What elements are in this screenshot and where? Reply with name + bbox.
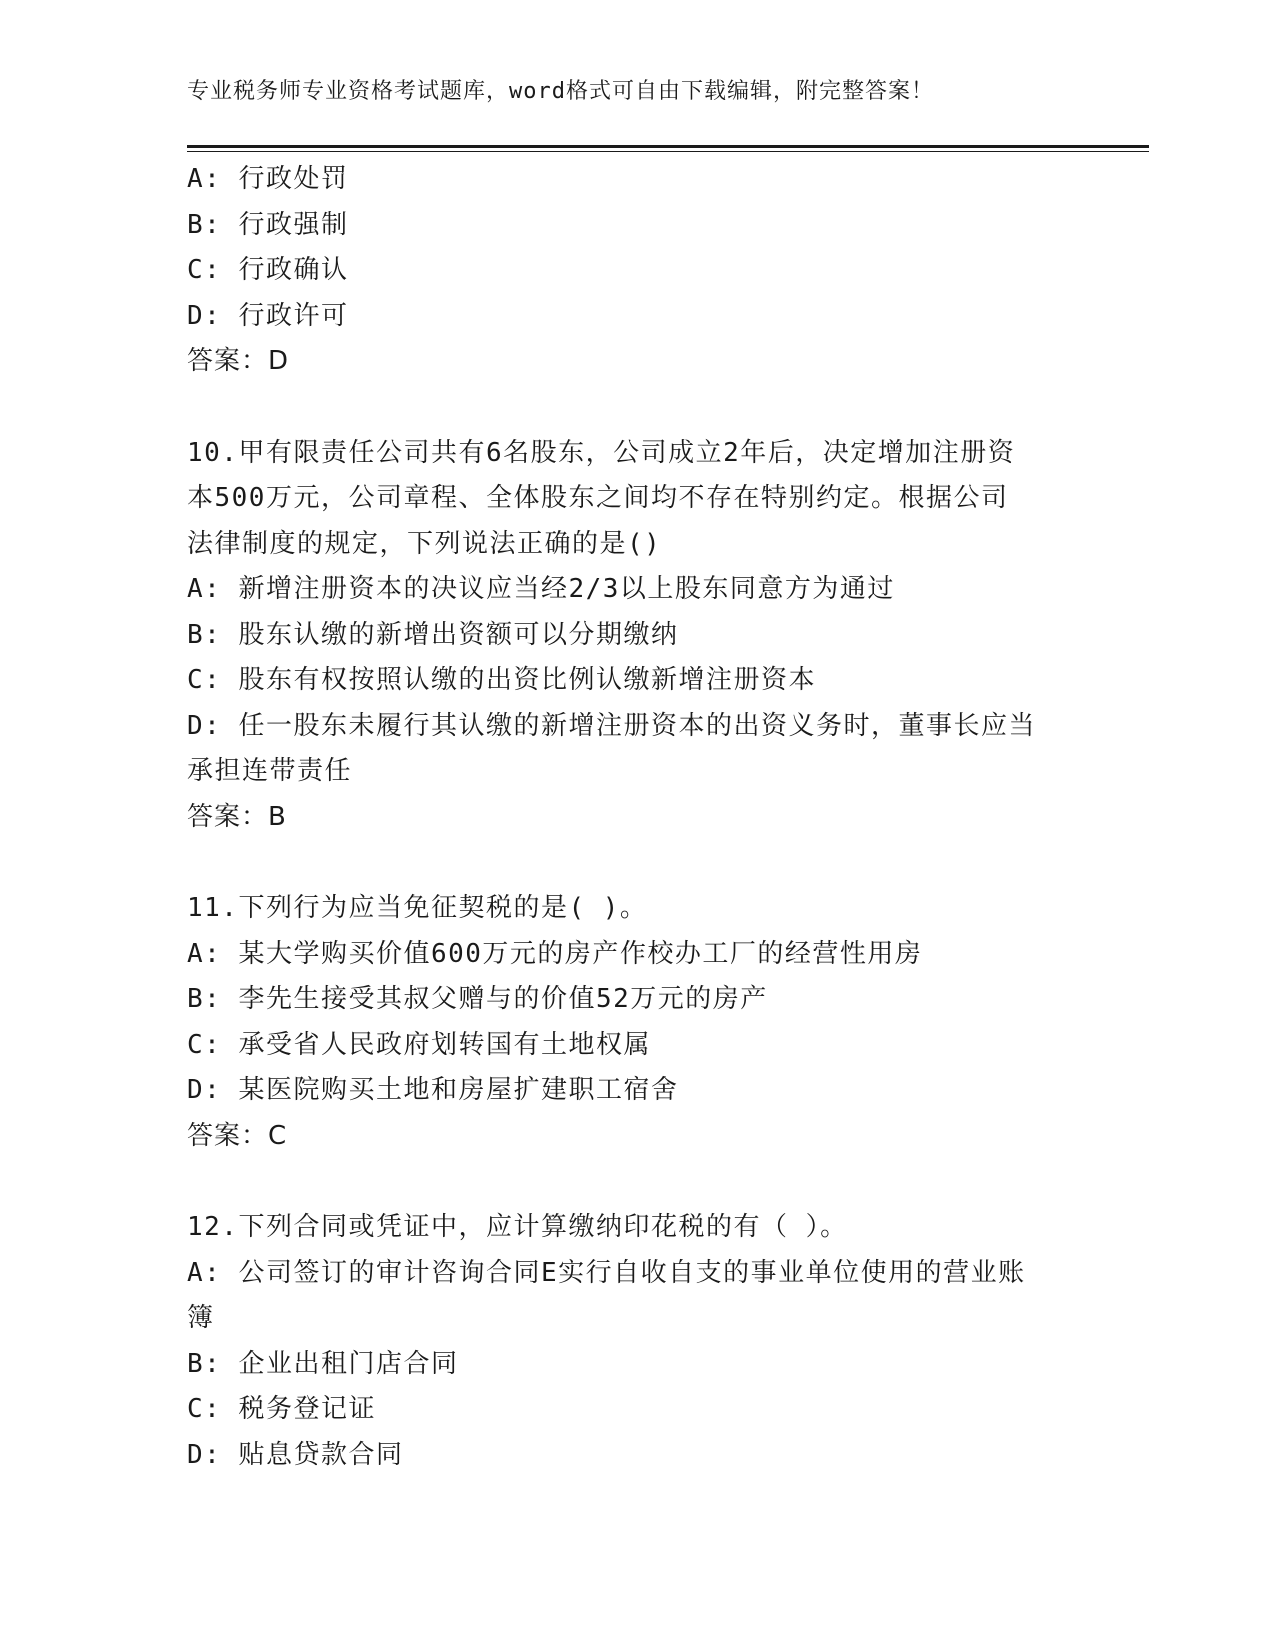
question-stem: 12.下列合同或凭证中，应计算缴纳印花税的有（ ）。 [187, 1212, 848, 1242]
question-stem: 法律制度的规定，下列说法正确的是() [187, 528, 662, 559]
option-c: C: 承受省人民政府划转国有土地权属 [187, 1029, 651, 1060]
answer-line: 答案：D [187, 346, 290, 376]
document-body [187, 157, 1067, 1478]
question-stem: 11.下列行为应当免征契税的是( )。 [187, 893, 648, 923]
option-a-continued: 簿 [187, 1303, 215, 1333]
option-b: B: 行政强制 [187, 209, 349, 240]
header-rule-thin [187, 151, 1149, 152]
question-10 [187, 431, 1067, 841]
option-d: D: 某医院购买土地和房屋扩建职工宿舍 [187, 1075, 679, 1105]
spacer [187, 840, 1067, 886]
question-12 [187, 1205, 1067, 1478]
option-a: A: 行政处罚 [187, 164, 349, 194]
answer-line: 答案：C [187, 1120, 288, 1151]
answer-line: 答案：B [187, 801, 287, 832]
spacer [187, 385, 1067, 431]
question-stem: 本500万元，公司章程、全体股东之间均不存在特别约定。根据公司 [187, 483, 1009, 513]
option-c: C: 行政确认 [187, 255, 349, 285]
option-d-continued: 承担连带责任 [187, 756, 353, 786]
option-a: A: 某大学购买价值600万元的房产作校办工厂的经营性用房 [187, 938, 923, 969]
header-rule-thick [187, 145, 1149, 148]
document-header: 专业税务师专业资格考试题库，word格式可自由下载编辑，附完整答案！ [187, 79, 934, 104]
option-b: B: 李先生接受其叔父赠与的价值52万元的房产 [187, 984, 768, 1014]
question-11 [187, 886, 1067, 1159]
option-b: B: 企业出租门店合同 [187, 1348, 459, 1379]
prev-question [187, 157, 1067, 385]
option-d: D: 行政许可 [187, 300, 349, 331]
option-d: D: 贴息贷款合同 [187, 1439, 404, 1470]
option-c: C: 税务登记证 [187, 1394, 376, 1424]
option-a: A: 公司签订的审计咨询合同E实行自收自支的事业单位使用的营业账 [187, 1257, 1026, 1288]
option-a: A: 新增注册资本的决议应当经2/3以上股东同意方为通过 [187, 574, 895, 604]
option-c: C: 股东有权按照认缴的出资比例认缴新增注册资本 [187, 665, 816, 695]
question-stem: 10.甲有限责任公司共有6名股东，公司成立2年后，决定增加注册资 [187, 437, 1016, 468]
option-d: D: 任一股东未履行其认缴的新增注册资本的出资义务时，董事长应当 [187, 710, 1036, 741]
spacer [187, 1159, 1067, 1205]
option-b: B: 股东认缴的新增出资额可以分期缴纳 [187, 619, 679, 650]
